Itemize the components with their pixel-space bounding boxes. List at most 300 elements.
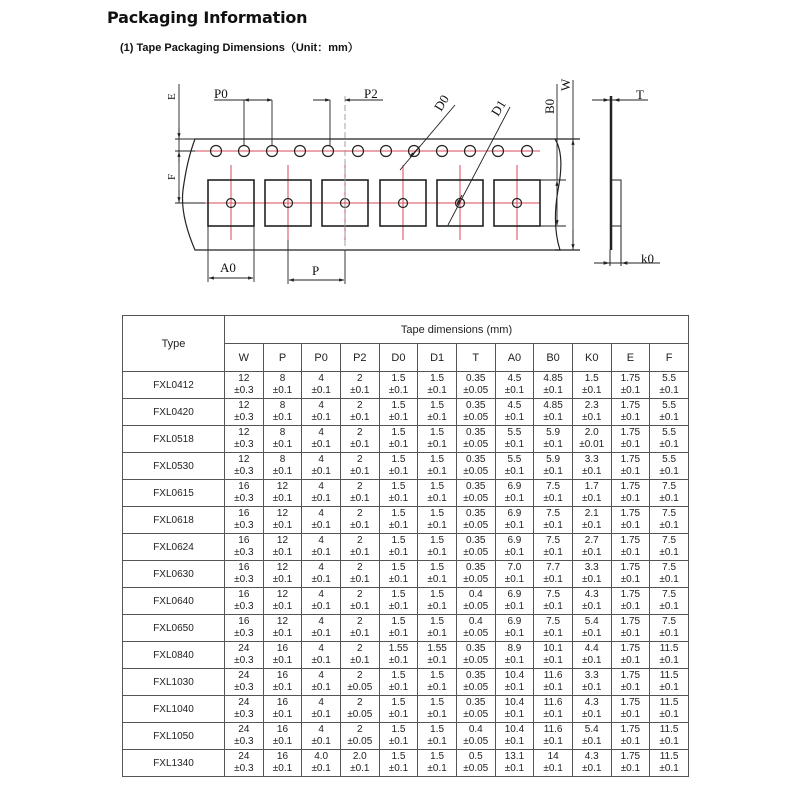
dimension-cell-p2: [340, 642, 379, 669]
nominal-value: 2.0: [584, 427, 599, 438]
dimension-cell-p0: [302, 507, 341, 534]
tolerance-value: ±0.1: [659, 655, 679, 666]
dimension-cell-d0: [379, 507, 418, 534]
nominal-value: 11.6: [543, 697, 563, 708]
tolerance-value: ±0.1: [659, 628, 679, 639]
tolerance-value: ±0.1: [311, 493, 331, 504]
dimension-cell-a0: [495, 561, 534, 588]
nominal-value: 7.0: [507, 562, 522, 573]
dimension-cell-p0: [302, 642, 341, 669]
nominal-value: 12: [276, 535, 289, 546]
tolerance-value: ±0.1: [272, 736, 293, 747]
column-header-d1: D1: [418, 344, 457, 372]
dimension-cell-d1: [418, 534, 457, 561]
nominal-value: 1.55: [388, 643, 409, 654]
nominal-value: 4.3: [584, 751, 599, 762]
dimension-cell-e: [611, 561, 650, 588]
nominal-value: 6.9: [507, 616, 522, 627]
dimension-cell-d1: [418, 588, 457, 615]
tolerance-value: ±0.1: [543, 682, 563, 693]
table-row: [123, 615, 689, 642]
tolerance-value: ±0.1: [388, 709, 409, 720]
dimension-cell-f: [650, 534, 689, 561]
tolerance-value: ±0.1: [350, 412, 370, 423]
tolerance-value: ±0.1: [311, 466, 331, 477]
dimension-cell-f: [650, 642, 689, 669]
dimension-cell-a0: [495, 615, 534, 642]
nominal-value: 11.5: [659, 724, 679, 735]
table-row: [123, 669, 689, 696]
column-header-w: W: [225, 344, 264, 372]
nominal-value: 7.5: [662, 508, 677, 519]
nominal-value: 11.6: [543, 670, 563, 681]
dimension-cell-p: [263, 534, 302, 561]
type-cell: FXL1340: [123, 750, 225, 777]
dimension-cell-w: [225, 669, 264, 696]
nominal-value: 16: [238, 508, 250, 519]
tolerance-value: ±0.3: [234, 601, 254, 612]
nominal-value: 1.75: [620, 535, 641, 546]
nominal-value: 10.4: [504, 670, 525, 681]
nominal-value: 1.5: [391, 751, 406, 762]
dimension-cell-e: [611, 588, 650, 615]
tolerance-value: ±0.1: [427, 574, 447, 585]
tolerance-value: ±0.1: [350, 385, 370, 396]
dimension-cell-d0: [379, 642, 418, 669]
tolerance-value: ±0.1: [272, 628, 293, 639]
section-subtitle: (1) Tape Packaging Dimensions（Unit：mm）: [120, 42, 359, 54]
tolerance-value: ±0.1: [620, 520, 641, 531]
tape-dimensions-table: [122, 315, 689, 777]
dimension-cell-b0: [534, 588, 573, 615]
dimension-cell-e: [611, 696, 650, 723]
dimension-cell-a0: [495, 750, 534, 777]
nominal-value: 1.75: [620, 562, 641, 573]
nominal-value: 0.35: [466, 670, 486, 681]
tolerance-value: ±0.05: [463, 628, 489, 639]
nominal-value: 6.9: [507, 508, 522, 519]
dimension-cell-p0: [302, 615, 341, 642]
nominal-value: 7.5: [662, 562, 677, 573]
nominal-value: 1.75: [620, 751, 641, 762]
label-b0: B0: [542, 98, 557, 114]
tape-dimensions-header: Tape dimensions (mm): [225, 316, 689, 344]
nominal-value: 2: [357, 589, 363, 600]
type-cell: FXL1030: [123, 669, 225, 696]
tolerance-value: ±0.1: [582, 574, 602, 585]
table-row: [123, 723, 689, 750]
dimension-cell-a0: [495, 426, 534, 453]
dimension-cell-a0: [495, 723, 534, 750]
dimension-cell-p2: [340, 372, 379, 399]
tolerance-value: ±0.1: [272, 709, 293, 720]
dimension-cell-t: [456, 399, 495, 426]
tolerance-value: ±0.1: [427, 493, 447, 504]
nominal-value: 1.55: [427, 643, 447, 654]
tolerance-value: ±0.05: [463, 736, 489, 747]
nominal-value: 2: [357, 616, 363, 627]
dimension-cell-k0: [572, 696, 611, 723]
tolerance-value: ±0.05: [347, 682, 373, 693]
dimension-cell-k0: [572, 453, 611, 480]
tolerance-value: ±0.1: [311, 520, 331, 531]
tolerance-value: ±0.1: [388, 493, 409, 504]
nominal-value: 12: [276, 562, 289, 573]
nominal-value: 7.5: [546, 616, 561, 627]
dimension-cell-p2: [340, 696, 379, 723]
label-t: T: [636, 87, 644, 102]
type-cell: FXL0840: [123, 642, 225, 669]
nominal-value: 3.3: [584, 454, 599, 465]
nominal-value: 0.4: [468, 616, 483, 627]
dimension-cell-t: [456, 534, 495, 561]
tolerance-value: ±0.3: [234, 736, 254, 747]
dimension-cell-w: [225, 480, 264, 507]
dimension-cell-e: [611, 723, 650, 750]
dimension-cell-p: [263, 588, 302, 615]
dimension-cell-d1: [418, 399, 457, 426]
dimension-cell-a0: [495, 480, 534, 507]
dimension-cell-p: [263, 480, 302, 507]
dimension-cell-d0: [379, 453, 418, 480]
nominal-value: 1.5: [391, 724, 406, 735]
tolerance-value: ±0.3: [234, 520, 254, 531]
nominal-value: 2.0: [352, 751, 367, 762]
tolerance-value: ±0.1: [543, 439, 563, 450]
dimension-cell-f: [650, 615, 689, 642]
tolerance-value: ±0.1: [272, 574, 293, 585]
nominal-value: 7.5: [662, 616, 677, 627]
nominal-value: 5.5: [662, 373, 677, 384]
tape-side-view: [592, 96, 660, 266]
dimension-cell-p0: [302, 426, 341, 453]
tolerance-value: ±0.3: [234, 709, 254, 720]
tolerance-value: ±0.1: [272, 682, 293, 693]
dimension-cell-p: [263, 696, 302, 723]
nominal-value: 16: [238, 481, 250, 492]
tolerance-value: ±0.1: [582, 655, 602, 666]
dimension-cell-f: [650, 426, 689, 453]
nominal-value: 10.4: [504, 724, 525, 735]
nominal-value: 1.5: [430, 454, 445, 465]
nominal-value: 1.75: [620, 697, 641, 708]
nominal-value: 7.5: [662, 535, 677, 546]
d0-leader: [400, 105, 455, 170]
nominal-value: 4.85: [543, 400, 563, 411]
dimension-cell-a0: [495, 588, 534, 615]
tolerance-value: ±0.1: [582, 628, 602, 639]
dimension-cell-d1: [418, 723, 457, 750]
tolerance-value: ±0.1: [582, 385, 602, 396]
nominal-value: 2.1: [584, 508, 599, 519]
dimension-cell-k0: [572, 723, 611, 750]
nominal-value: 13.1: [504, 751, 525, 762]
nominal-value: 24: [238, 670, 250, 681]
tolerance-value: ±0.1: [504, 520, 525, 531]
nominal-value: 16: [238, 589, 250, 600]
tolerance-value: ±0.1: [659, 547, 679, 558]
nominal-value: 12: [238, 373, 250, 384]
dimension-cell-d1: [418, 750, 457, 777]
tolerance-value: ±0.1: [388, 601, 409, 612]
nominal-value: 4: [318, 643, 324, 654]
tolerance-value: ±0.1: [388, 763, 409, 774]
tolerance-value: ±0.1: [272, 601, 293, 612]
dimension-cell-d0: [379, 399, 418, 426]
tolerance-value: ±0.1: [582, 466, 602, 477]
nominal-value: 0.35: [466, 643, 486, 654]
tolerance-value: ±0.1: [388, 574, 409, 585]
dimension-cell-a0: [495, 534, 534, 561]
tolerance-value: ±0.05: [463, 574, 489, 585]
dimension-cell-p: [263, 453, 302, 480]
dimension-cell-p0: [302, 534, 341, 561]
dimension-cell-b0: [534, 696, 573, 723]
nominal-value: 4: [318, 697, 324, 708]
nominal-value: 24: [238, 724, 250, 735]
nominal-value: 4: [318, 400, 324, 411]
dimension-cell-p2: [340, 453, 379, 480]
tolerance-value: ±0.1: [504, 547, 525, 558]
dimension-cell-d1: [418, 453, 457, 480]
dimension-cell-w: [225, 750, 264, 777]
label-p2: P2: [364, 86, 378, 101]
dimension-cell-b0: [534, 669, 573, 696]
tolerance-value: ±0.1: [311, 655, 331, 666]
type-cell: FXL0420: [123, 399, 225, 426]
dimension-cell-p2: [340, 561, 379, 588]
tolerance-value: ±0.1: [620, 574, 641, 585]
tolerance-value: ±0.1: [350, 655, 370, 666]
tolerance-value: ±0.1: [388, 682, 409, 693]
dimension-lines: [175, 80, 573, 284]
dimension-cell-p2: [340, 669, 379, 696]
dimension-cell-d0: [379, 480, 418, 507]
dimension-cell-d0: [379, 669, 418, 696]
dimension-cell-d0: [379, 372, 418, 399]
dimension-cell-d1: [418, 615, 457, 642]
nominal-value: 1.5: [430, 697, 445, 708]
tolerance-value: ±0.3: [234, 412, 254, 423]
tolerance-value: ±0.1: [272, 412, 293, 423]
nominal-value: 2: [357, 643, 363, 654]
tolerance-value: ±0.1: [311, 682, 331, 693]
tolerance-value: ±0.1: [620, 628, 641, 639]
dimension-cell-k0: [572, 426, 611, 453]
tolerance-value: ±0.3: [234, 655, 254, 666]
dimension-cell-p2: [340, 534, 379, 561]
nominal-value: 1.5: [584, 373, 599, 384]
nominal-value: 0.35: [466, 562, 486, 573]
nominal-value: 7.7: [546, 562, 561, 573]
dimension-cell-p2: [340, 588, 379, 615]
tolerance-value: ±0.1: [311, 385, 331, 396]
tolerance-value: ±0.1: [659, 412, 679, 423]
tolerance-value: ±0.1: [427, 439, 447, 450]
tolerance-value: ±0.05: [463, 763, 489, 774]
tolerance-value: ±0.1: [272, 385, 293, 396]
nominal-value: 0.35: [466, 508, 486, 519]
table-row: [123, 372, 689, 399]
tolerance-value: ±0.1: [272, 763, 293, 774]
nominal-value: 5.4: [584, 724, 599, 735]
tolerance-value: ±0.1: [582, 709, 602, 720]
dimension-cell-e: [611, 399, 650, 426]
tolerance-value: ±0.05: [463, 466, 489, 477]
dimension-cell-p: [263, 399, 302, 426]
nominal-value: 11.5: [659, 643, 679, 654]
label-w: W: [558, 78, 573, 91]
nominal-value: 16: [238, 562, 250, 573]
dimension-cell-w: [225, 561, 264, 588]
dimension-cell-k0: [572, 615, 611, 642]
tolerance-value: ±0.05: [463, 493, 489, 504]
dimension-cell-p: [263, 372, 302, 399]
dimension-cell-f: [650, 507, 689, 534]
tolerance-value: ±0.1: [504, 385, 525, 396]
nominal-value: 4.0: [314, 751, 329, 762]
tolerance-value: ±0.1: [504, 601, 525, 612]
label-p0: P0: [214, 86, 228, 101]
nominal-value: 1.5: [430, 616, 445, 627]
tolerance-value: ±0.1: [620, 736, 641, 747]
nominal-value: 1.5: [391, 481, 406, 492]
dimension-cell-b0: [534, 372, 573, 399]
nominal-value: 8: [279, 373, 286, 384]
tolerance-value: ±0.1: [543, 763, 563, 774]
tolerance-value: ±0.1: [350, 520, 370, 531]
tolerance-value: ±0.1: [620, 709, 641, 720]
nominal-value: 1.5: [391, 427, 406, 438]
dimension-cell-p2: [340, 507, 379, 534]
dimension-cell-k0: [572, 372, 611, 399]
tolerance-value: ±0.1: [659, 493, 679, 504]
dimension-cell-d1: [418, 480, 457, 507]
nominal-value: 2: [357, 508, 363, 519]
nominal-value: 8: [279, 400, 286, 411]
dimension-cell-e: [611, 615, 650, 642]
tolerance-value: ±0.1: [504, 466, 525, 477]
dimension-cell-f: [650, 696, 689, 723]
column-header-d0: D0: [379, 344, 418, 372]
dimension-cell-b0: [534, 399, 573, 426]
dimension-cell-p0: [302, 750, 341, 777]
nominal-value: 2: [357, 427, 363, 438]
nominal-value: 24: [238, 643, 250, 654]
dimension-cell-t: [456, 372, 495, 399]
dimension-cell-e: [611, 480, 650, 507]
nominal-value: 5.5: [662, 454, 677, 465]
nominal-value: 16: [276, 724, 289, 735]
tolerance-value: ±0.1: [582, 493, 602, 504]
tolerance-value: ±0.1: [543, 493, 563, 504]
tolerance-value: ±0.1: [350, 763, 370, 774]
tolerance-value: ±0.1: [543, 574, 563, 585]
nominal-value: 8: [279, 454, 286, 465]
dimension-cell-p: [263, 750, 302, 777]
tolerance-value: ±0.3: [234, 682, 254, 693]
nominal-value: 10.1: [543, 643, 563, 654]
tolerance-value: ±0.1: [620, 655, 641, 666]
dimension-cell-w: [225, 426, 264, 453]
type-cell: FXL1040: [123, 696, 225, 723]
dimension-cell-f: [650, 480, 689, 507]
dimension-cell-p2: [340, 750, 379, 777]
nominal-value: 5.9: [546, 427, 561, 438]
tolerance-value: ±0.1: [427, 547, 447, 558]
dimension-cell-p: [263, 561, 302, 588]
nominal-value: 4: [318, 670, 324, 681]
tolerance-value: ±0.1: [543, 547, 563, 558]
nominal-value: 5.5: [662, 400, 677, 411]
dimension-cell-e: [611, 642, 650, 669]
nominal-value: 6.9: [507, 481, 522, 492]
tolerance-value: ±0.1: [620, 763, 641, 774]
nominal-value: 5.4: [584, 616, 599, 627]
tolerance-value: ±0.1: [350, 466, 370, 477]
dimension-cell-b0: [534, 615, 573, 642]
nominal-value: 4: [318, 427, 324, 438]
table-row: [123, 507, 689, 534]
nominal-value: 4.3: [584, 697, 599, 708]
nominal-value: 1.5: [430, 589, 445, 600]
dimension-cell-p: [263, 723, 302, 750]
tolerance-value: ±0.1: [388, 520, 409, 531]
nominal-value: 1.5: [391, 400, 406, 411]
nominal-value: 1.5: [391, 373, 406, 384]
column-header-f: F: [650, 344, 689, 372]
dimension-cell-p0: [302, 399, 341, 426]
nominal-value: 0.35: [466, 697, 486, 708]
nominal-value: 4.5: [507, 400, 522, 411]
nominal-value: 3.3: [584, 562, 599, 573]
tolerance-value: ±0.3: [234, 385, 254, 396]
tolerance-value: ±0.1: [504, 655, 525, 666]
dimension-cell-d0: [379, 561, 418, 588]
tolerance-value: ±0.05: [347, 709, 373, 720]
nominal-value: 1.75: [620, 616, 641, 627]
dimension-cell-d1: [418, 642, 457, 669]
table-row: [123, 561, 689, 588]
tolerance-value: ±0.1: [311, 628, 331, 639]
dimension-cell-d0: [379, 588, 418, 615]
dimension-cell-d0: [379, 534, 418, 561]
nominal-value: 0.35: [466, 481, 486, 492]
nominal-value: 1.5: [391, 454, 406, 465]
tolerance-value: ±0.1: [311, 601, 331, 612]
nominal-value: 12: [276, 508, 289, 519]
tolerance-value: ±0.1: [388, 736, 409, 747]
nominal-value: 1.75: [620, 589, 641, 600]
label-p: P: [312, 263, 320, 278]
dimension-cell-f: [650, 750, 689, 777]
tolerance-value: ±0.1: [427, 412, 447, 423]
column-header-e: E: [611, 344, 650, 372]
tolerance-value: ±0.05: [463, 412, 489, 423]
dimension-cell-t: [456, 480, 495, 507]
dimension-cell-e: [611, 534, 650, 561]
dimension-cell-e: [611, 507, 650, 534]
tolerance-value: ±0.1: [582, 736, 602, 747]
tolerance-value: ±0.1: [427, 520, 447, 531]
dimension-cell-t: [456, 669, 495, 696]
nominal-value: 7.5: [546, 508, 561, 519]
nominal-value: 2.3: [584, 400, 599, 411]
tolerance-value: ±0.1: [427, 655, 447, 666]
dimension-cell-p: [263, 426, 302, 453]
dimension-cell-w: [225, 372, 264, 399]
tolerance-value: ±0.1: [504, 736, 525, 747]
